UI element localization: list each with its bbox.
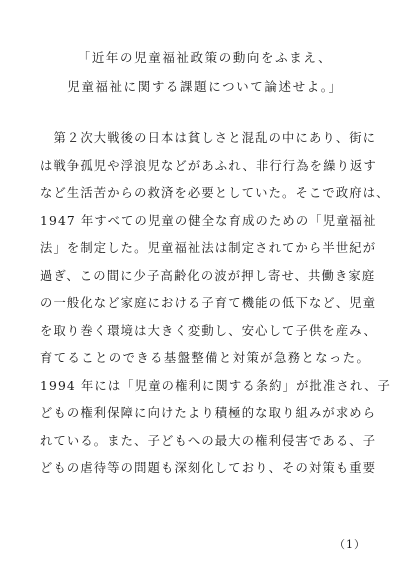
body-line-9: 育てることのできる基盤整備と対策が急務となった。 — [40, 351, 370, 365]
body-line-6: 過ぎ、この間に少子高齢化の波が押し寄せ、共働き家庭 — [40, 269, 376, 283]
body-line-8: を取り巻く環境は大きく変動し、安心して子供を産み、 — [40, 324, 377, 338]
body-line-5: 法」を制定した。児童福祉法は制定されてから半世紀が — [40, 241, 377, 255]
body-line-3: など生活苦からの救済を必要としていた。そこで政府は、 — [40, 186, 390, 200]
body-line-1: 第２次大戦後の日本は貧しさと混乱の中にあり、街に — [40, 131, 377, 145]
essay-title-line-1: 「近年の児童福祉政策の動向をふまえ、 — [77, 50, 333, 65]
essay-title-line-2: 児童福祉に関する課題について論述せよ。」 — [67, 79, 343, 94]
body-line-7: の一般化など家庭における子育て機能の低下など、児童 — [40, 296, 377, 310]
body-line-12: れている。また、子どもへの最大の権利侵害である、子 — [40, 434, 377, 448]
body-line-4: 1947 年すべての児童の健全な育成のための「児童福祉 — [40, 214, 377, 228]
body-line-2: は戦争孤児や浮浪児などがあふれ、非行行為を繰り返す — [40, 159, 377, 173]
body-line-11: どもの権利保障に向けたより積極的な取り組みが求めら — [40, 406, 377, 420]
page-number: （1） — [334, 538, 366, 551]
body-line-13: どもの虐待等の問題も深刻化しており、その対策も重要 — [40, 461, 377, 475]
body-line-10: 1994 年には「児童の権利に関する条約」が批准され、子 — [40, 379, 391, 393]
